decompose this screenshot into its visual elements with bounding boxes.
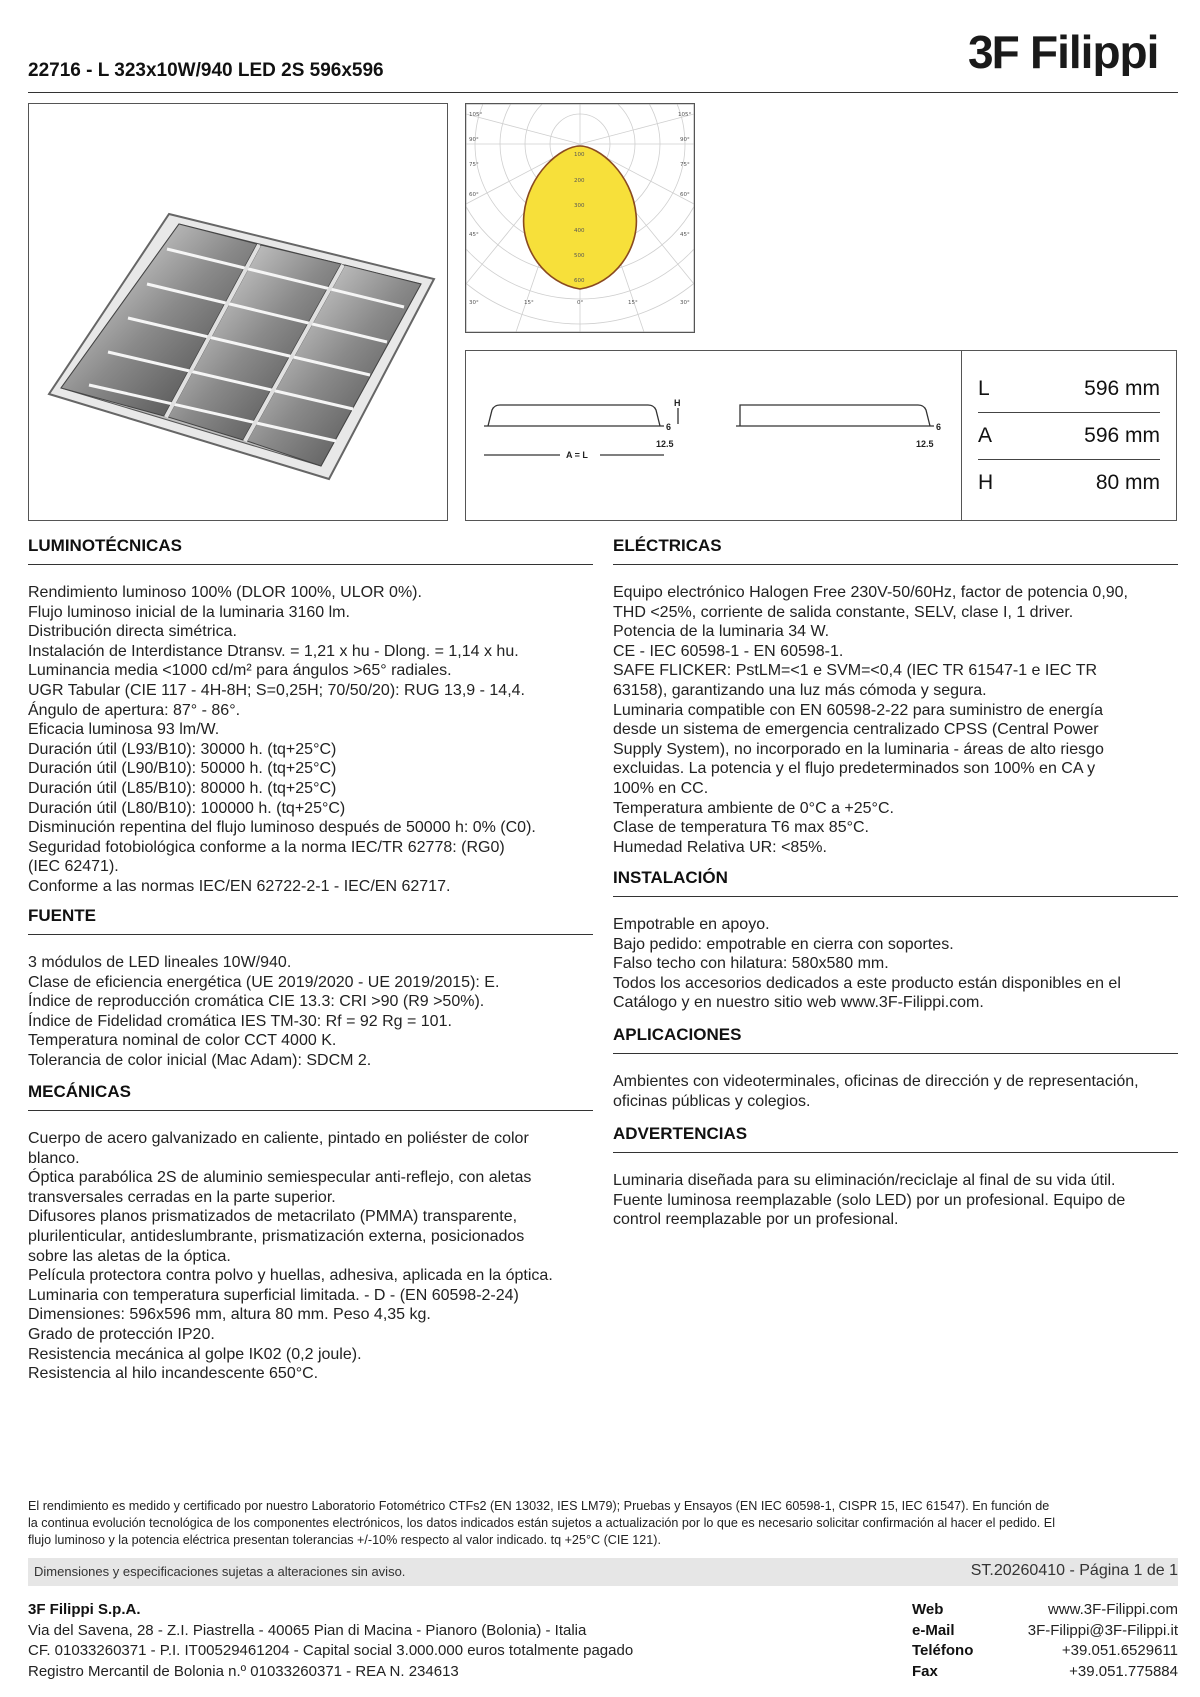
section-body bbox=[613, 915, 1178, 1013]
section-body bbox=[613, 1171, 1178, 1230]
h-label: H bbox=[674, 398, 681, 408]
text-line: excluidas. La potencia y el flujo predeterminados son 100% en CA y bbox=[613, 760, 1096, 778]
text-line: Ambientes con videoterminales, oficinas de dirección y de representación, bbox=[613, 1073, 1139, 1090]
text-line: plurilenticular, antideslumbrante, prismatización externa, posicionados bbox=[28, 1227, 525, 1245]
svg-text:15°: 15° bbox=[524, 300, 534, 306]
text-line: Clase de temperatura T6 max 85°C. bbox=[613, 819, 869, 837]
text-line: Duración útil (L80/B10): 100000 h. (tq+25°C) bbox=[28, 799, 346, 817]
svg-text:600: 600 bbox=[574, 278, 585, 284]
section-advertencias bbox=[613, 1124, 1178, 1230]
text-line: transversales cerradas en la parte superior. bbox=[28, 1188, 336, 1206]
text-line: blanco. bbox=[28, 1149, 80, 1167]
svg-text:100: 100 bbox=[574, 152, 585, 158]
dimension-value: 596 mm bbox=[1084, 376, 1160, 400]
section-rule bbox=[28, 1110, 593, 1111]
dimension-key: A bbox=[978, 424, 993, 447]
text-line: Difusores planos prismatizados de metacrilato (PMMA) transparente, bbox=[28, 1208, 518, 1226]
fax-value: +39.051.775884 bbox=[1069, 1662, 1178, 1680]
text-line: Resistencia mecánica al golpe IK02 (0,2 joule). bbox=[28, 1345, 362, 1363]
text-line: Humedad Relativa UR: <85%. bbox=[613, 838, 827, 856]
contact-fax bbox=[912, 1662, 1178, 1683]
section-rule bbox=[613, 1152, 1178, 1153]
svg-text:500: 500 bbox=[574, 253, 585, 259]
section-title: INSTALACIÓN bbox=[613, 868, 728, 887]
polar-chart bbox=[466, 104, 694, 332]
svg-text:15°: 15° bbox=[628, 300, 638, 306]
section-aplicaciones bbox=[613, 1025, 1178, 1111]
contact-phone bbox=[912, 1641, 1178, 1662]
luminaire-image bbox=[29, 104, 447, 520]
svg-text:30°: 30° bbox=[680, 300, 690, 306]
section-title: ELÉCTRICAS bbox=[613, 536, 722, 555]
text-line: 63158), garantizando una luz más cómoda y segura. bbox=[613, 681, 987, 699]
text-line: Clase de eficiencia energética (UE 2019/2020 - UE 2019/2015): E. bbox=[28, 973, 500, 991]
section-title: FUENTE bbox=[28, 906, 96, 925]
dim-6-b: 6 bbox=[936, 422, 942, 432]
contact-web bbox=[912, 1600, 1178, 1621]
text-line: Duración útil (L93/B10): 30000 h. (tq+25°C) bbox=[28, 740, 337, 758]
header-rule bbox=[28, 92, 1178, 93]
text-line: Potencia de la luminaria 34 W. bbox=[613, 623, 830, 641]
svg-text:45°: 45° bbox=[469, 232, 479, 238]
brand-logo bbox=[968, 26, 1174, 83]
dimension-row-h bbox=[978, 459, 1160, 506]
dim-6-a: 6 bbox=[666, 422, 672, 432]
dimension-value: 596 mm bbox=[1084, 424, 1160, 447]
contact-label: e-Mail bbox=[912, 1621, 955, 1639]
text-line: Bajo pedido: empotrable en cierra con soportes. bbox=[613, 935, 954, 953]
text-line: control reemplazable por un profesional. bbox=[613, 1211, 899, 1229]
text-line: (IEC 62471). bbox=[28, 858, 119, 876]
contact-label: Web bbox=[912, 1601, 944, 1618]
polar-diagram bbox=[465, 103, 695, 333]
svg-text:105°: 105° bbox=[469, 112, 483, 118]
text-line: THD <25%, corriente de salida constante, SELV, clase I, 1 driver. bbox=[613, 603, 1074, 621]
text-line: Temperatura ambiente de 0°C a +25°C. bbox=[613, 799, 894, 817]
text-line: sobre las aletas de la óptica. bbox=[28, 1247, 231, 1265]
section-luminotecnicas bbox=[28, 536, 593, 897]
contact-email bbox=[912, 1621, 1178, 1642]
section-body bbox=[28, 1129, 593, 1384]
text-line: SAFE FLICKER: PstLM=<1 e SVM=<0,4 (IEC TR 61547-1 e IEC TR bbox=[613, 662, 1098, 680]
section-instalacion bbox=[613, 868, 1178, 1013]
text-line: Empotrable en apoyo. bbox=[613, 916, 770, 933]
text-line: Luminancia media <1000 cd/m² para ángulos >65° radiales. bbox=[28, 662, 452, 680]
svg-text:105°: 105° bbox=[678, 112, 692, 118]
text-line: Flujo luminoso inicial de la luminaria 3160 lm. bbox=[28, 603, 350, 621]
text-line: Fuente luminosa reemplazable (solo LED) por un profesional. Equipo de bbox=[613, 1191, 1126, 1209]
text-line: Índice de Fidelidad cromática IES TM-30: Rf = 92 Rg = 101. bbox=[28, 1012, 452, 1030]
svg-text:0°: 0° bbox=[577, 300, 584, 306]
text-line: oficinas públicas y colegios. bbox=[613, 1092, 811, 1110]
profile-drawing bbox=[470, 380, 950, 470]
svg-text:60°: 60° bbox=[680, 192, 690, 198]
svg-text:90°: 90° bbox=[680, 137, 690, 143]
text-line: Conforme a las normas IEC/EN 62722-2-1 - IEC/EN 62717. bbox=[28, 877, 451, 895]
svg-text:90°: 90° bbox=[469, 137, 479, 143]
product-photo bbox=[28, 103, 448, 521]
text-line: Ángulo de apertura: 87° - 86°. bbox=[28, 701, 241, 719]
email-link[interactable]: 3F-Filippi@3F-Filippi.it bbox=[1027, 1621, 1178, 1639]
text-line: El rendimiento es medido y certificado por nuestro Laboratorio Fotométrico CTFs2 (EN 13032, IES LM79); Pruebas y Ensayos (EN IEC 60598-1, CISPR 15, IEC 61547). En función de bbox=[28, 1499, 1050, 1513]
text-line: Distribución directa simétrica. bbox=[28, 623, 237, 641]
text-line: Equipo electrónico Halogen Free 230V-50/60Hz, factor de potencia 0,90, bbox=[613, 584, 1128, 601]
text-line: Rendimiento luminoso 100% (DLOR 100%, ULOR 0%). bbox=[28, 584, 422, 601]
dimension-row-a bbox=[978, 412, 1160, 459]
text-line: 100% en CC. bbox=[613, 779, 709, 797]
text-line: Eficacia luminosa 93 lm/W. bbox=[28, 721, 220, 739]
text-line: Instalación de Interdistance Dtransv. = 1,21 x hu - Dlong. = 1,14 x hu. bbox=[28, 642, 519, 660]
product-title: 22716 - L 323x10W/940 LED 2S 596x596 bbox=[28, 60, 384, 81]
company-address: Via del Savena, 28 - Z.I. Piastrella - 40065 Pian di Macina - Pianoro (Bolonia) - Italia bbox=[28, 1621, 587, 1639]
section-body bbox=[28, 583, 593, 897]
section-title: ADVERTENCIAS bbox=[613, 1124, 748, 1143]
filippi-logo-icon bbox=[968, 26, 1174, 76]
text-line: Disminución repentina del flujo luminoso después de 50000 h: 0% (C0). bbox=[28, 819, 536, 837]
svg-text:75°: 75° bbox=[469, 162, 479, 168]
footnote bbox=[28, 1498, 1178, 1549]
text-line: Óptica parabólica 2S de aluminio semiespecular anti-reflejo, con aletas bbox=[28, 1169, 532, 1187]
dimension-table bbox=[978, 365, 1160, 506]
section-body bbox=[613, 1072, 1178, 1111]
company-name: 3F Filippi S.p.A. bbox=[28, 1601, 141, 1618]
text-line: Película protectora contra polvo y huellas, adhesiva, aplicada en la óptica. bbox=[28, 1267, 553, 1285]
section-fuente bbox=[28, 906, 593, 1071]
text-line: Falso techo con hilatura: 580x580 mm. bbox=[613, 955, 889, 973]
section-title: APLICACIONES bbox=[613, 1025, 742, 1044]
text-line: desde un sistema de emergencia centralizado CPSS (Central Power bbox=[613, 721, 1099, 739]
web-link[interactable]: www.3F-Filippi.com bbox=[1047, 1601, 1178, 1618]
a-equals-l: A = L bbox=[566, 450, 588, 460]
text-line: Tolerancia de color inicial (Mac Adam): SDCM 2. bbox=[28, 1051, 372, 1069]
text-line: Temperatura nominal de color CCT 4000 K. bbox=[28, 1032, 337, 1050]
text-line: flujo luminoso y la potencia eléctrica presentan tolerancias +/-10% respecto al valor indicado. tq +25°C (CIE 121). bbox=[28, 1533, 661, 1547]
text-line: 3 módulos de LED lineales 10W/940. bbox=[28, 954, 292, 971]
text-line: Duración útil (L85/B10): 80000 h. (tq+25°C) bbox=[28, 779, 337, 797]
text-line: Seguridad fotobiológica conforme a la norma IEC/TR 62778: (RG0) bbox=[28, 838, 505, 856]
company-fiscal: CF. 01033260371 - P.I. IT00529461204 - Capital social 3.000.000 euros totalmente pagado bbox=[28, 1642, 634, 1659]
svg-text:300: 300 bbox=[574, 203, 585, 209]
text-line: Duración útil (L90/B10): 50000 h. (tq+25°C) bbox=[28, 760, 337, 778]
section-rule bbox=[613, 896, 1178, 897]
company-info bbox=[28, 1600, 633, 1682]
page-code: ST.20260410 - Página 1 de 1 bbox=[970, 1562, 1178, 1579]
dimension-separator bbox=[961, 350, 962, 521]
section-body bbox=[613, 583, 1178, 857]
text-line: Índice de reproducción cromática CIE 13.3: CRI >90 (R9 >50%). bbox=[28, 993, 485, 1011]
dimension-row-l bbox=[978, 365, 1160, 412]
section-rule bbox=[613, 564, 1178, 565]
disclaimer-text: Dimensiones y especificaciones sujetas a alteraciones sin aviso. bbox=[34, 1564, 406, 1579]
section-title: MECÁNICAS bbox=[28, 1082, 131, 1101]
text-line: Resistencia al hilo incandescente 650°C. bbox=[28, 1365, 319, 1383]
svg-text:3F: 3F bbox=[968, 26, 1018, 76]
svg-text:75°: 75° bbox=[680, 162, 690, 168]
svg-text:200: 200 bbox=[574, 178, 585, 184]
text-line: Grado de protección IP20. bbox=[28, 1325, 215, 1343]
dim-125-b: 12.5 bbox=[916, 439, 934, 449]
text-line: Luminaria diseñada para su eliminación/reciclaje al final de su vida útil. bbox=[613, 1172, 1116, 1189]
text-line: Luminaria con temperatura superficial limitada. - D - (EN 60598-2-24) bbox=[28, 1286, 519, 1304]
dimension-key: H bbox=[978, 471, 994, 494]
text-line: Cuerpo de acero galvanizado en caliente, pintado en poliéster de color bbox=[28, 1130, 529, 1147]
section-body bbox=[28, 953, 593, 1071]
section-rule bbox=[613, 1053, 1178, 1054]
dimension-key: L bbox=[978, 376, 990, 400]
section-mecanicas bbox=[28, 1082, 593, 1384]
svg-text:45°: 45° bbox=[680, 232, 690, 238]
text-line: CE - IEC 60598-1 - EN 60598-1. bbox=[613, 642, 844, 660]
contact-info bbox=[912, 1600, 1178, 1682]
svg-text:30°: 30° bbox=[469, 300, 479, 306]
contact-label: Teléfono bbox=[912, 1642, 974, 1659]
company-registry: Registro Mercantil de Bolonia n.º 01033260371 - REA N. 234613 bbox=[28, 1662, 459, 1680]
section-electricas bbox=[613, 536, 1178, 857]
text-line: Todos los accesorios dedicados a este producto están disponibles en el bbox=[613, 974, 1121, 992]
svg-text:60°: 60° bbox=[469, 192, 479, 198]
section-rule bbox=[28, 934, 593, 935]
dim-125-a: 12.5 bbox=[656, 439, 674, 449]
section-title: LUMINOTÉCNICAS bbox=[28, 536, 182, 555]
phone-value: +39.051.6529611 bbox=[1061, 1642, 1178, 1659]
svg-text:Filippi: Filippi bbox=[1030, 26, 1159, 76]
text-line: Supply System), no incorporado en la luminaria - áreas de alto riesgo bbox=[613, 740, 1104, 758]
text-line: la continua evolución tecnológica de los componentes electrónicos, los datos indicados están sujetos a actualización por lo que es necesario solicitar confirmación al hacer el pedido. El bbox=[28, 1516, 1055, 1530]
text-line: UGR Tabular (CIE 117 - 4H-8H; S=0,25H; 70/50/20): RUG 13,9 - 14,4. bbox=[28, 681, 525, 699]
text-line: Dimensiones: 596x596 mm, altura 80 mm. Peso 4,35 kg. bbox=[28, 1306, 431, 1324]
section-rule bbox=[28, 564, 593, 565]
dimension-value: 80 mm bbox=[1095, 471, 1160, 494]
text-line: Catálogo y en nuestro sitio web www.3F-Filippi.com. bbox=[613, 994, 984, 1012]
svg-text:400: 400 bbox=[574, 228, 585, 234]
contact-label: Fax bbox=[912, 1662, 938, 1680]
text-line: Luminaria compatible con EN 60598-2-22 para suministro de energía bbox=[613, 701, 1104, 719]
